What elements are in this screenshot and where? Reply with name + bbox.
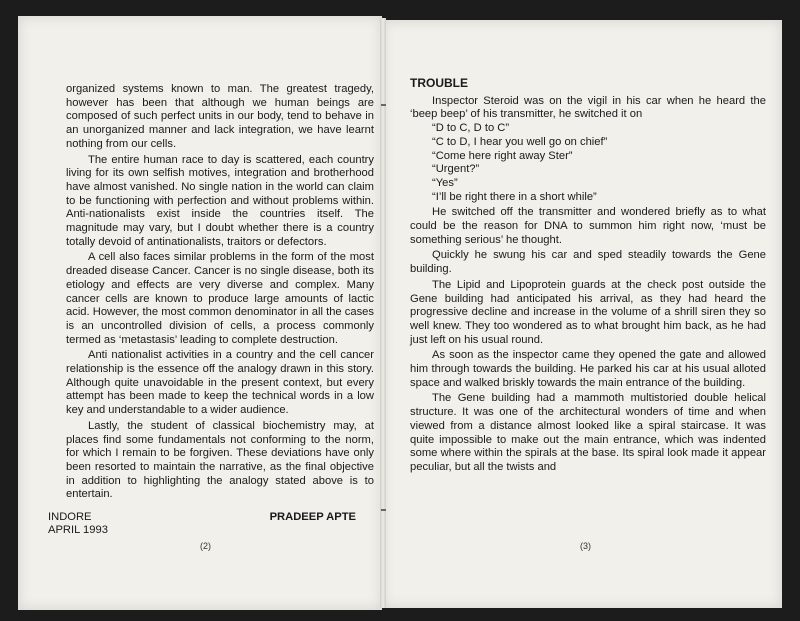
- signature-date: APRIL 1993: [48, 524, 108, 536]
- dialogue-line: “C to D, I hear you well go on chief”: [432, 135, 608, 148]
- right-page: [382, 20, 782, 608]
- left-paragraph: The entire human race to day is scattered, each country living for its own selfish motives, integration and brotherhood have almost vanished. No single nation in the world can claim to be functioning with perfection and without problems within. Anti-nationalists exist inside the countries itself. The magnitude may vary, but I doubt whether there is a country totally devoid of antinationalists, traitors or defectors.: [66, 153, 374, 248]
- left-paragraph: organized systems known to man. The greatest tragedy, however has been that although we human beings are composed of such perfect units in our body, tend to behave in an unorganized manner and lack integration, we have learnt nothing from our cells.: [66, 83, 374, 150]
- right-paragraph: Inspector Steroid was on the vigil in his car when he heard the ‘beep beep’ of his transmitter, he switched it on: [410, 94, 766, 121]
- page-number-right: (3): [580, 541, 591, 551]
- dialogue-line: “Yes”: [432, 176, 458, 189]
- staple: [381, 104, 386, 106]
- right-paragraph: Quickly he swung his car and sped steadily towards the Gene building.: [410, 249, 766, 276]
- left-page-body: [66, 83, 374, 502]
- right-paragraph: As soon as the inspector came they opened the gate and allowed him through towards the building. He parked his car at his usual alloted space and walked briskly towards the main entrance of the building.: [410, 349, 766, 389]
- dialogue-line: “D to C, D to C”: [432, 122, 510, 135]
- dialogue-line: “Urgent?”: [432, 163, 480, 176]
- staple: [381, 509, 386, 511]
- dialogue-line: “Come here right away Ster”: [432, 149, 573, 162]
- left-paragraph: A cell also faces similar problems in the form of the most dreaded disease Cancer. Cancer is no single disease, both its etiology and effects are very diverse and complex. Many cancer cells are known to produce large amounts of lactic acid. However, the most common denominator in all the cases is an uncontrolled division of cells, a process commonly termed as ‘metastasis’ leading to complete destruction.: [66, 251, 374, 346]
- left-paragraph: Anti nationalist activities in a country and the cell cancer relationship is the essence off the analogy drawn in this story. Although quite unavoidable in the present context, but every attempt has been made to keep the technical words in a low key and understandable to a wider audience.: [66, 349, 374, 417]
- dialogue-line: “I’ll be right there in a short while”: [432, 190, 597, 203]
- book-spine: [380, 18, 386, 608]
- right-paragraph: The Lipid and Lipoprotein guards at the check post outside the Gene building had anticipated his arrival, as they had heard the progressive decline and increase in the volume of a shrill siren they so well knew. They too wondered as to what brought him back, as he had just left on his usual round.: [410, 278, 766, 346]
- right-page-body: [410, 77, 766, 475]
- signature-place: INDORE: [48, 511, 92, 523]
- chapter-title: TROUBLE: [410, 76, 468, 90]
- right-paragraph: The Gene building had a mammoth multistoried double helical structure. It was one of the architectural wonders of time and when viewed from a distance almost looked like a spiral staircase. It was quite impossible to make out the main entrance, which was indented some where within the spirals at the base. Its spiral look made it appear peculiar, but all the twists and: [410, 392, 766, 473]
- right-paragraph: He switched off the transmitter and wondered briefly as to what could be the reason for DNA to summon him right now, ‘must be something serious’ he thought.: [410, 206, 766, 246]
- author-name: PRADEEP APTE: [269, 511, 356, 523]
- page-number-left: (2): [200, 541, 211, 551]
- left-paragraph: Lastly, the student of classical biochemistry may, at places find some fundamentals not conforming to the norm, for which I remain to be forgiven. These deviations have only been resorted to maintain the narrative, as the final objective in addition to highlighting the analogy stated above is to entertain.: [66, 419, 374, 501]
